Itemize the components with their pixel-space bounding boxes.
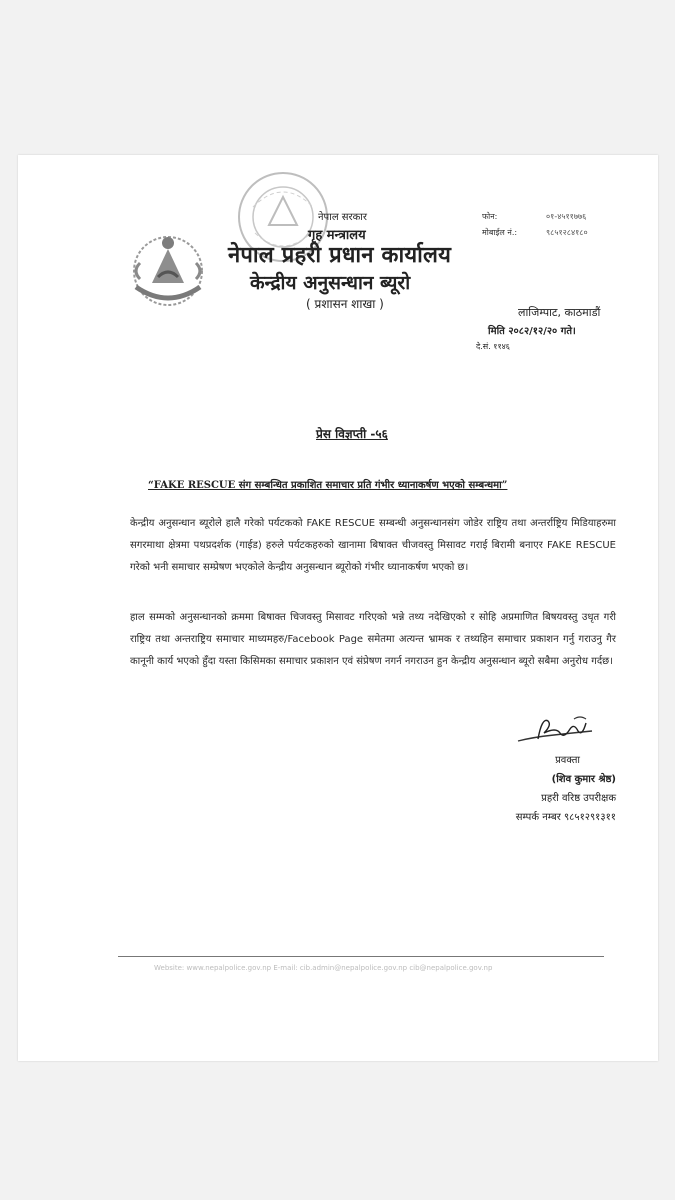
document-page — [18, 155, 658, 1061]
dispatch-number: दे.सं. ११४६ — [476, 342, 510, 351]
handwritten-signature — [514, 711, 596, 747]
footer-divider — [118, 956, 604, 957]
phone-value: ०१-४५११७७६ — [546, 212, 587, 221]
branch-label: ( प्रशासन शाखा ) — [306, 297, 384, 311]
office-title: नेपाल प्रहरी प्रधान कार्यालय — [228, 243, 452, 268]
press-release-title: प्रेस विज्ञप्ती -५६ — [316, 427, 388, 441]
signatory-rank: प्रहरी वरिष्ठ उपरीक्षक — [541, 793, 616, 804]
government-label: नेपाल सरकार — [318, 212, 367, 223]
nepal-emblem-icon — [122, 227, 214, 311]
body-paragraph-1: केन्द्रीय अनुसन्धान ब्यूरोले हालै गरेको पर्यटकको FAKE RESCUE सम्बन्धी अनुसन्धानसंग जोडेर राष्ट्रिय तथा अन्तर्राष्ट्रिय मिडियाहरुमा सगरमाथा क्षेत्रमा पथप्रदर्शक (गाईड) हरुले पर्यटकहरुको खानामा बिषाक्त चीजवस्तु मिसावट गराई बिरामी बनाएर FAKE RESCUE गरेको भनी समाचार सम्प्रेषण भएकोले केन्द्रीय अनुसन्धान ब्यूरोको गंभीर ध्यानाकर्षण भएको छ। — [130, 518, 616, 573]
date-label: मिति २०८२/१२/२० गते। — [488, 326, 576, 337]
subject-line: “FAKE RESCUE संग सम्बन्धित प्रकाशित समाचार प्रति गंभीर ध्यानाकर्षण भएको सम्बन्धमा” — [148, 480, 508, 491]
ministry-label: गृह मन्त्रालय — [308, 228, 366, 243]
phone-label: फोन: — [482, 212, 498, 221]
signatory-title: प्रवक्ता — [555, 755, 580, 766]
location-label: लाजिम्पाट, काठमाडौं — [518, 306, 601, 319]
signatory-block — [516, 751, 616, 827]
mobile-value: ९८५१२८४१८० — [546, 228, 588, 237]
signatory-contact: सम्पर्क नम्बर ९८५१२९१३११ — [515, 812, 616, 823]
mobile-label: मोबाईल नं.: — [482, 228, 518, 237]
bureau-title: केन्द्रीय अनुसन्धान ब्यूरो — [250, 272, 411, 294]
signatory-name: (शिव कुमार श्रेष्ठ) — [551, 774, 616, 785]
footer-website: Website: www.nepalpolice.gov.np E-mail: cib.admin@nepalpolice.gov.np cib@nepalpolice.gov.np — [154, 964, 493, 972]
phone-line — [482, 211, 587, 222]
mobile-line — [482, 227, 588, 238]
body-paragraph-2: हाल सम्मको अनुसन्धानको क्रममा बिषाक्त चिजवस्तु मिसावट गरिएको भन्ने तथ्य नदेखिएको र सोहि अप्रमाणित बिषयवस्तु उधृत गरी राष्ट्रिय तथा अन्तराष्ट्रिय समाचार माध्यमहरु/Facebook Page समेतमा अत्यन्त भ्रामक र तथ्यहिन समाचार प्रकाशन गर्नु गराउनु गैर कानूनी कार्य भएको हुँदा यस्ता किसिमका समाचार प्रकाशन एवं संप्रेषण नगर्न नगराउन हुन केन्द्रीय अनुसन्धान ब्यूरो सबैमा अनुरोध गर्दछ। — [130, 612, 616, 667]
